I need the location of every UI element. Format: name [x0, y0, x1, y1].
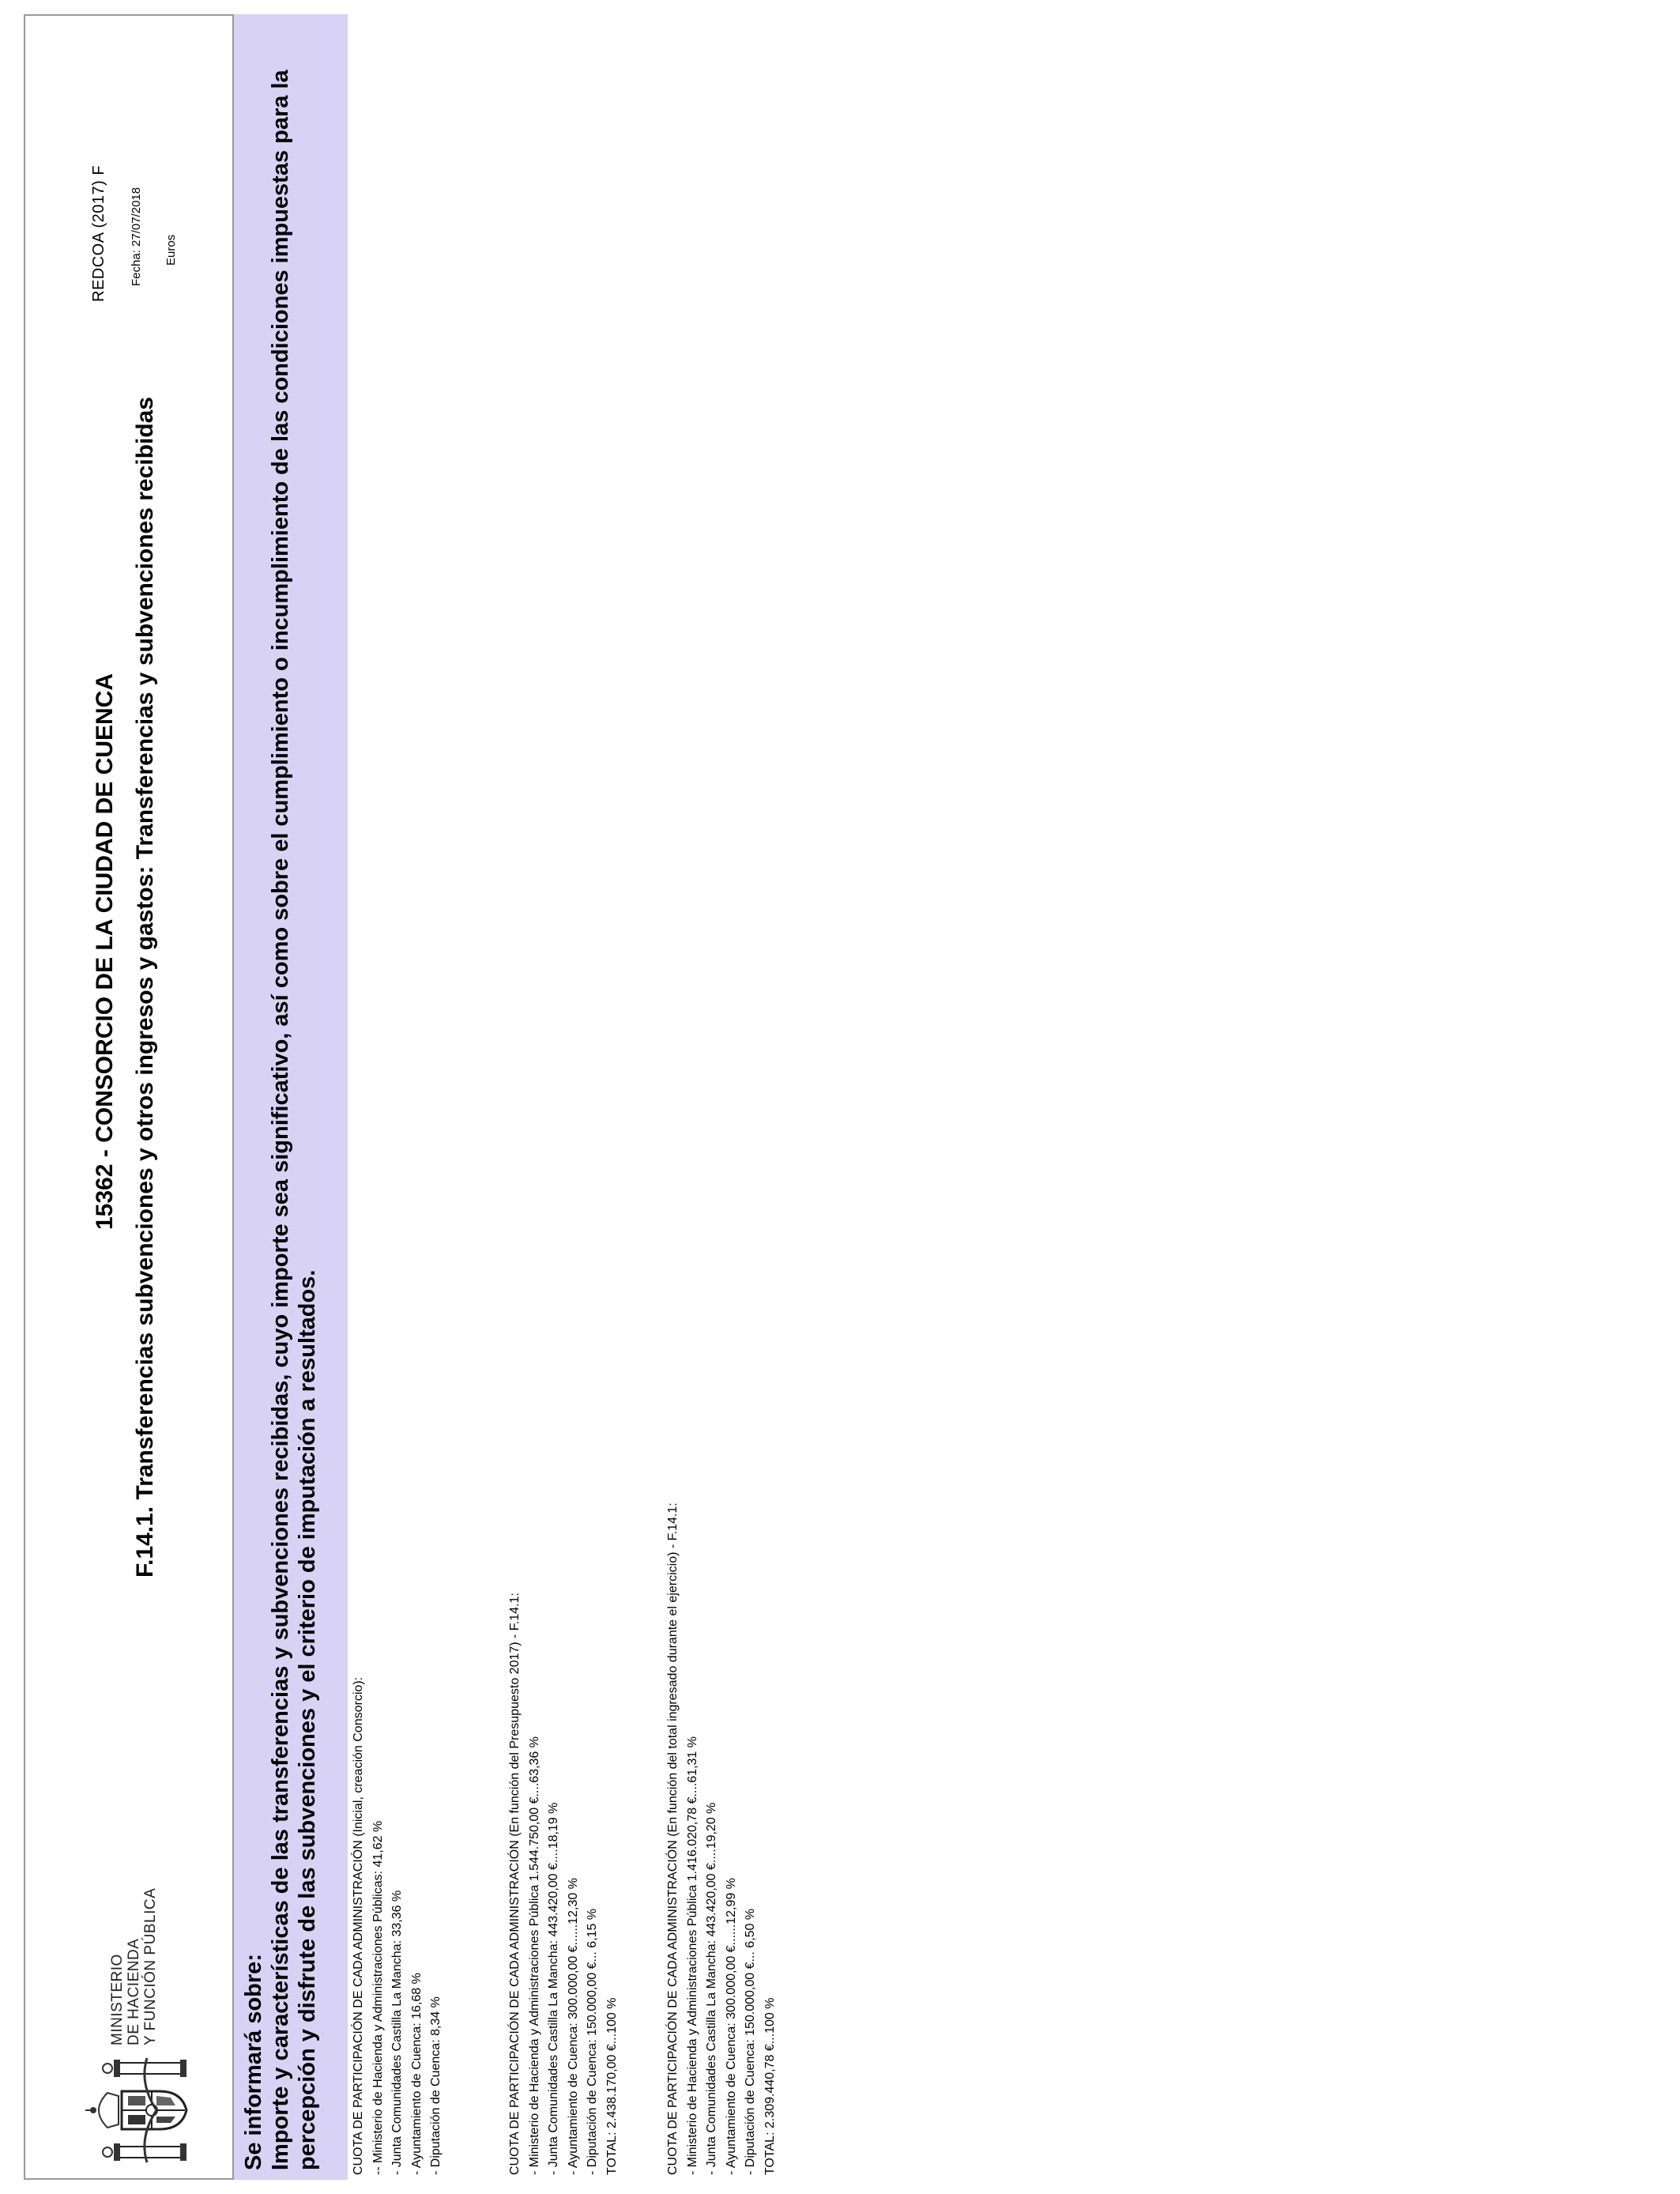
- block-line: - Junta Comunidades Castilla La Mancha: 33,36 %: [390, 1890, 405, 2175]
- block-line: - Diputación de Cuenca: 8,34 %: [429, 1996, 443, 2175]
- block-line: - Junta Comunidades Castilla La Mancha: 443.420,00 €....18,19 %: [547, 1802, 561, 2175]
- block-line: - Ministerio de Hacienda y Administraciones Pública 1.416.020,78 €....61,31 %: [685, 1736, 699, 2175]
- banner-lead: Se informará sobre:: [241, 1954, 266, 2170]
- block-line: - Diputación de Cuenca: 150.000,00 €... 6,50 %: [744, 1908, 758, 2175]
- block-line: - Junta Comunidades Castilla La Mancha: 443.420,00 €....19,20 %: [705, 1802, 719, 2175]
- currency-label: Euros: [164, 234, 178, 266]
- report-header: [24, 14, 234, 2180]
- entity-title: 15362 - CONSORCIO DE LA CIUDAD DE CUENCA: [92, 673, 118, 1230]
- participation-block-initial: [349, 1677, 446, 2175]
- ministry-name: [109, 1888, 159, 2045]
- block-line: - Ayuntamiento de Cuenca: 300.000,00 €......12,99 %: [724, 1878, 738, 2175]
- block-line: - Ayuntamiento de Cuenca: 300.000,00 €......12,30 %: [566, 1878, 580, 2175]
- report-date: Fecha: 27/07/2018: [130, 187, 143, 286]
- block-line: TOTAL: 2.309.440,78 €...100 %: [763, 1997, 777, 2175]
- block-line: - Diputación de Cuenca: 150.000,00 €... 6,15 %: [586, 1908, 600, 2175]
- block-line: CUOTA DE PARTICIPACIÓN DE CADA ADMINISTRACIÓN (En función del total ingresado durante el ejercicio) - F.14.1:: [666, 1502, 680, 2175]
- ministry-line: Y FUNCIÓN PÚBLICA: [142, 1887, 159, 2045]
- ministry-line: MINISTERIO: [109, 1954, 126, 2045]
- block-line: CUOTA DE PARTICIPACIÓN DE CADA ADMINISTRACIÓN (Inicial, creación Consorcio):: [352, 1676, 365, 2175]
- block-line: -- Ministerio de Hacienda y Administraciones Públicas: 41,62 %: [371, 1820, 385, 2175]
- rotated-page: [24, 14, 1675, 2180]
- report-code: REDCOA (2017) F: [90, 164, 107, 302]
- participation-block-budget: [506, 1593, 623, 2175]
- block-line: TOTAL: 2.438.170,00 €...100 %: [605, 1997, 619, 2175]
- block-line: CUOTA DE PARTICIPACIÓN DE CADA ADMINISTRACIÓN (En función del Presupuesto 2017) - F.14.1:: [508, 1593, 522, 2175]
- block-line: - Ministerio de Hacienda y Administraciones Pública 1.544.750,00 €....63,36 %: [527, 1736, 541, 2175]
- coat-of-arms-icon: [84, 2052, 191, 2169]
- form-title: F.14.1. Transferencias subvenciones y otros ingresos y gastos: Transferencias y subvenciones recibidas: [132, 397, 158, 1578]
- banner-body: Importe y características de las transferencias y subvenciones recibidas, cuyo importe sea significativo, así como sobre el cumplimiento o incumplimiento de las condiciones impuestas para la percepción y disfrute de las subvenciones y el criterio de imputación a resultados.: [268, 70, 320, 2170]
- participation-block-collected: [664, 1502, 781, 2175]
- information-banner: [234, 14, 348, 2180]
- block-line: - Ayuntamiento de Cuenca: 16,68 %: [409, 1973, 424, 2175]
- ministry-line: DE HACIENDA: [126, 1938, 142, 2045]
